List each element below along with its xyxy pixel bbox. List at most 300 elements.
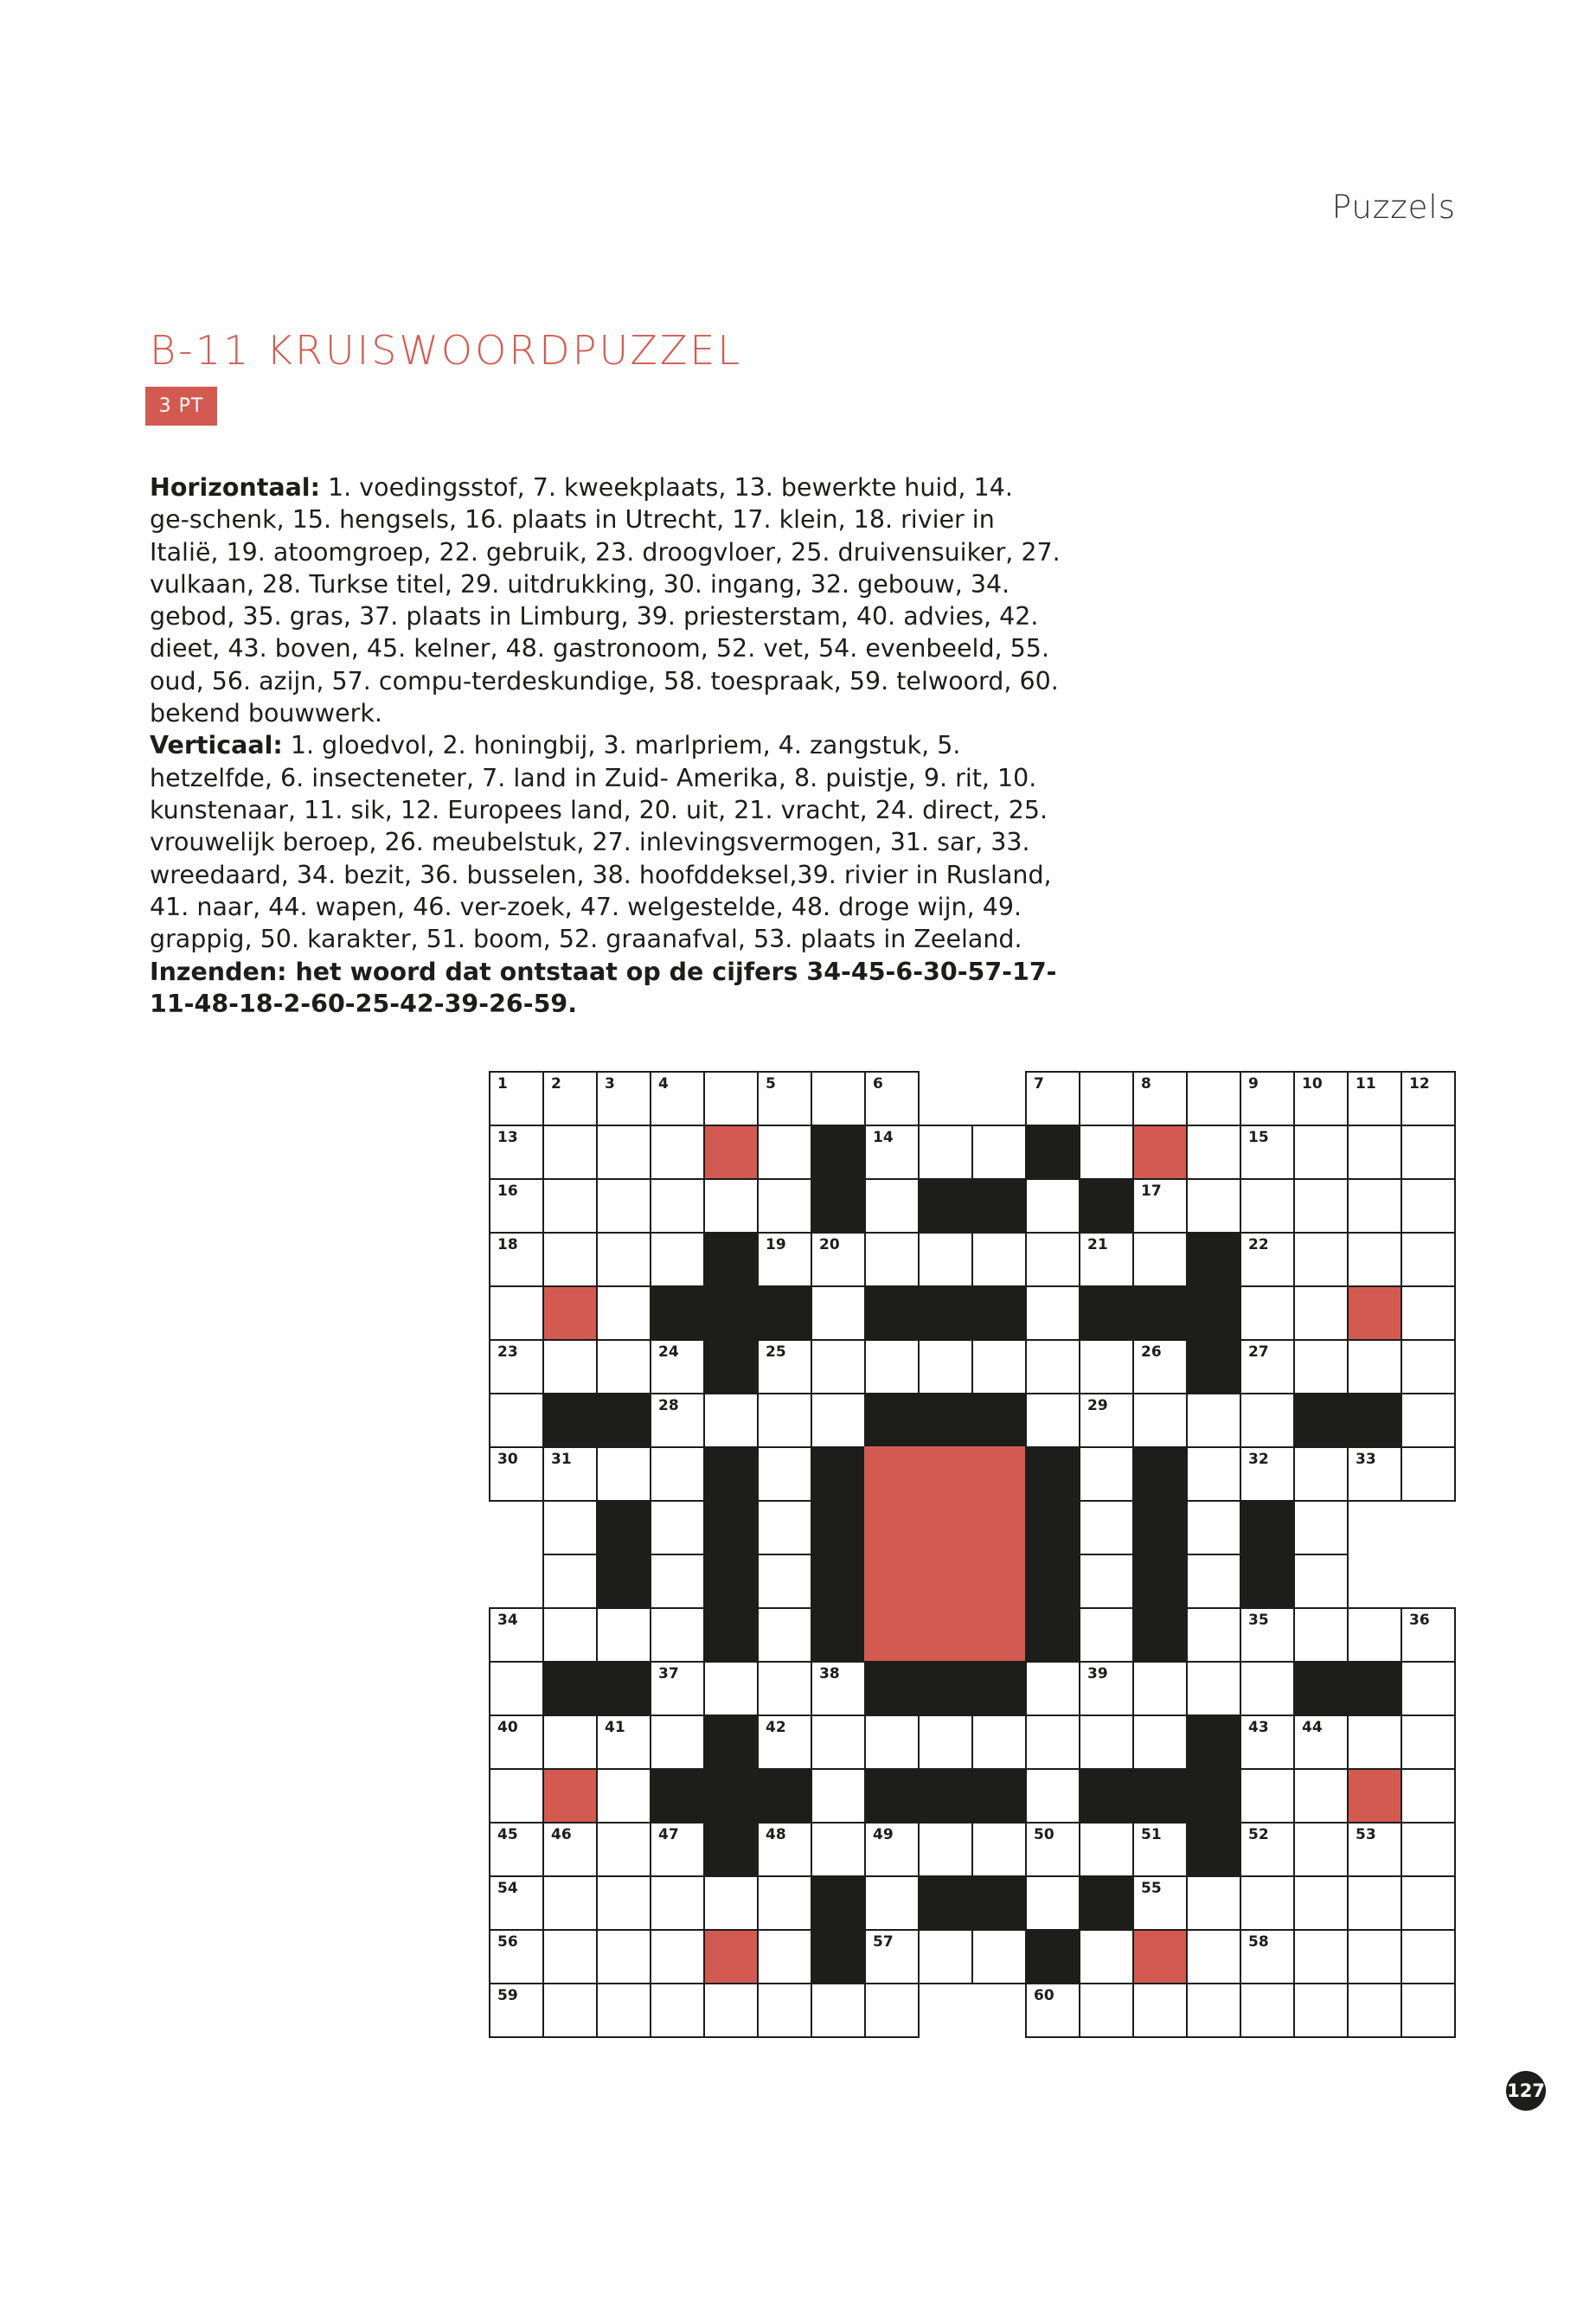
crossword-cell[interactable] — [757, 1500, 812, 1555]
crossword-black-cell — [971, 1393, 1027, 1448]
crossword-cell[interactable] — [757, 1125, 812, 1180]
crossword-cell[interactable] — [489, 1983, 544, 2038]
clue-number: 46 — [551, 1826, 572, 1843]
vertical-clues — [150, 729, 1067, 955]
crossword-cell[interactable] — [1401, 1178, 1456, 1234]
crossword-cell[interactable] — [650, 1875, 705, 1931]
crossword-black-cell — [1025, 1607, 1080, 1663]
clue-number: 16 — [497, 1183, 518, 1200]
crossword-black-cell — [918, 1875, 973, 1931]
crossword-cell[interactable] — [1186, 1875, 1241, 1931]
crossword-cell[interactable] — [542, 1822, 598, 1877]
crossword-cell[interactable] — [650, 1125, 705, 1180]
crossword-black-cell — [971, 1661, 1027, 1716]
clue-number: 3 — [605, 1075, 615, 1093]
crossword-cell[interactable] — [757, 1339, 812, 1394]
crossword-cell[interactable] — [1347, 1178, 1402, 1234]
crossword-cell[interactable] — [489, 1071, 544, 1126]
crossword-cell[interactable] — [1347, 1715, 1402, 1770]
crossword-cell[interactable] — [650, 1178, 705, 1234]
crossword-black-cell — [542, 1661, 598, 1716]
crossword-cell[interactable] — [596, 1178, 651, 1234]
crossword-cell[interactable] — [1293, 1071, 1349, 1126]
crossword-cell[interactable] — [1347, 1929, 1402, 1984]
crossword-cell[interactable] — [1079, 1822, 1134, 1877]
crossword-cell[interactable] — [1347, 1607, 1402, 1663]
crossword-cell[interactable] — [703, 1071, 759, 1126]
crossword-cell[interactable] — [703, 1983, 759, 2038]
crossword-cell[interactable] — [1079, 1232, 1134, 1287]
crossword-cell[interactable] — [1293, 1822, 1349, 1877]
crossword-cell[interactable] — [1401, 1715, 1456, 1770]
crossword-cell[interactable] — [1293, 1875, 1349, 1931]
crossword-cell[interactable] — [1293, 1768, 1349, 1823]
clue-number: 32 — [1248, 1451, 1269, 1468]
crossword-cell[interactable] — [1401, 1768, 1456, 1823]
crossword-cell[interactable] — [1025, 1661, 1080, 1716]
crossword-cell[interactable] — [811, 1768, 866, 1823]
crossword-cell[interactable] — [542, 1983, 598, 2038]
crossword-cell[interactable] — [489, 1875, 544, 1931]
crossword-black-cell — [1132, 1446, 1188, 1502]
crossword-cell[interactable] — [1240, 1875, 1295, 1931]
horizontal-label: Horizontaal: — [150, 473, 320, 502]
crossword-cell[interactable] — [1132, 1178, 1188, 1234]
crossword-cell[interactable] — [650, 1554, 705, 1609]
crossword-cell[interactable] — [811, 1232, 866, 1287]
crossword-black-cell — [971, 1768, 1027, 1823]
crossword-cell[interactable] — [1401, 1929, 1456, 1984]
crossword-cell[interactable] — [1347, 1875, 1402, 1931]
crossword-cell[interactable] — [596, 1929, 651, 1984]
crossword-cell[interactable] — [811, 1661, 866, 1716]
crossword-cell[interactable] — [650, 1983, 705, 2038]
crossword-cell[interactable] — [864, 1983, 920, 2038]
clue-number: 47 — [658, 1826, 679, 1843]
crossword-cell[interactable] — [1240, 1285, 1295, 1341]
crossword-cell[interactable] — [596, 1285, 651, 1341]
crossword-red-cell — [918, 1554, 973, 1609]
crossword-cell[interactable] — [489, 1661, 544, 1716]
crossword-cell[interactable] — [811, 1822, 866, 1877]
crossword-cell[interactable] — [1401, 1661, 1456, 1716]
crossword-cell[interactable] — [542, 1875, 598, 1931]
crossword-cell[interactable] — [1079, 1071, 1134, 1126]
crossword-cell[interactable] — [703, 1875, 759, 1931]
crossword-black-cell — [1186, 1822, 1241, 1877]
crossword-cell[interactable] — [1401, 1875, 1456, 1931]
crossword-cell[interactable] — [542, 1715, 598, 1770]
crossword-cell[interactable] — [542, 1339, 598, 1394]
crossword-cell[interactable] — [596, 1446, 651, 1502]
crossword-cell[interactable] — [864, 1178, 920, 1234]
crossword-cell[interactable] — [1347, 1983, 1402, 2038]
crossword-cell[interactable] — [650, 1393, 705, 1448]
crossword-black-cell — [1240, 1500, 1295, 1555]
crossword-black-cell — [1025, 1446, 1080, 1502]
crossword-black-cell — [703, 1285, 759, 1341]
crossword-black-cell — [971, 1178, 1027, 1234]
crossword-cell[interactable] — [1186, 1554, 1241, 1609]
crossword-cell[interactable] — [489, 1232, 544, 1287]
crossword-cell[interactable] — [489, 1768, 544, 1823]
crossword-cell[interactable] — [971, 1339, 1027, 1394]
crossword-red-cell — [971, 1500, 1027, 1555]
crossword-cell[interactable] — [1079, 1983, 1134, 2038]
crossword-cell[interactable] — [650, 1071, 705, 1126]
crossword-cell[interactable] — [1240, 1178, 1295, 1234]
crossword-cell[interactable] — [650, 1822, 705, 1877]
crossword-cell[interactable] — [1079, 1393, 1134, 1448]
crossword-cell[interactable] — [918, 1822, 973, 1877]
clue-number: 44 — [1302, 1719, 1323, 1736]
crossword-cell[interactable] — [864, 1715, 920, 1770]
crossword-cell[interactable] — [596, 1715, 651, 1770]
crossword-cell[interactable] — [1079, 1715, 1134, 1770]
crossword-cell[interactable] — [1240, 1607, 1295, 1663]
clue-number: 5 — [766, 1075, 776, 1093]
crossword-cell[interactable] — [489, 1125, 544, 1180]
crossword-red-cell — [918, 1500, 973, 1555]
crossword-black-cell — [864, 1393, 920, 1448]
crossword-black-cell — [1240, 1554, 1295, 1609]
crossword-cell[interactable] — [811, 1285, 866, 1341]
crossword-cell[interactable] — [757, 1446, 812, 1502]
crossword-cell[interactable] — [1025, 1232, 1080, 1287]
crossword-cell[interactable] — [542, 1232, 598, 1287]
clue-number: 10 — [1302, 1075, 1323, 1093]
crossword-cell[interactable] — [1186, 1983, 1241, 2038]
crossword-cell[interactable] — [1401, 1607, 1456, 1663]
crossword-cell[interactable] — [542, 1500, 598, 1555]
crossword-cell[interactable] — [650, 1500, 705, 1555]
clue-number: 30 — [497, 1451, 518, 1468]
crossword-cell[interactable] — [1293, 1232, 1349, 1287]
crossword-cell[interactable] — [864, 1071, 920, 1126]
crossword-cell[interactable] — [1079, 1661, 1134, 1716]
crossword-red-cell — [542, 1768, 598, 1823]
crossword-black-cell — [1132, 1500, 1188, 1555]
crossword-cell[interactable] — [1240, 1661, 1295, 1716]
crossword-cell[interactable] — [864, 1822, 920, 1877]
crossword-cell[interactable] — [1293, 1285, 1349, 1341]
crossword-cell[interactable] — [1401, 1285, 1456, 1341]
clue-number: 9 — [1248, 1075, 1259, 1093]
clue-number: 38 — [819, 1665, 840, 1682]
crossword-cell[interactable] — [542, 1178, 598, 1234]
crossword-cell[interactable] — [757, 1875, 812, 1931]
crossword-cell[interactable] — [650, 1607, 705, 1663]
crossword-cell[interactable] — [1025, 1875, 1080, 1931]
clue-number: 29 — [1087, 1397, 1108, 1414]
clues-block — [150, 471, 1067, 955]
crossword-cell[interactable] — [864, 1125, 920, 1180]
crossword-cell[interactable] — [650, 1232, 705, 1287]
crossword-black-cell — [650, 1768, 705, 1823]
crossword-cell[interactable] — [703, 1661, 759, 1716]
crossword-cell[interactable] — [811, 1983, 866, 2038]
crossword-cell[interactable] — [489, 1393, 544, 1448]
crossword-cell[interactable] — [1186, 1393, 1241, 1448]
crossword-cell[interactable] — [596, 1232, 651, 1287]
clue-number: 41 — [605, 1719, 625, 1736]
crossword-cell[interactable] — [757, 1983, 812, 2038]
crossword-cell[interactable] — [1240, 1339, 1295, 1394]
crossword-cell[interactable] — [757, 1554, 812, 1609]
crossword-cell[interactable] — [596, 1822, 651, 1877]
crossword-cell[interactable] — [811, 1715, 866, 1770]
clue-number: 13 — [497, 1129, 518, 1146]
clue-number: 25 — [766, 1343, 786, 1361]
crossword-cell[interactable] — [1132, 1715, 1188, 1770]
crossword-cell[interactable] — [1347, 1339, 1402, 1394]
crossword-cell[interactable] — [1240, 1929, 1295, 1984]
crossword-cell[interactable] — [757, 1607, 812, 1663]
crossword-cell[interactable] — [1293, 1178, 1349, 1234]
crossword-cell[interactable] — [650, 1446, 705, 1502]
crossword-cell[interactable] — [971, 1125, 1027, 1180]
crossword-cell[interactable] — [1025, 1178, 1080, 1234]
crossword-cell[interactable] — [1401, 1125, 1456, 1180]
horizontal-clues — [150, 471, 1067, 729]
crossword-cell[interactable] — [1240, 1983, 1295, 2038]
crossword-cell[interactable] — [596, 1607, 651, 1663]
crossword-cell[interactable] — [703, 1393, 759, 1448]
crossword-cell[interactable] — [1132, 1661, 1188, 1716]
crossword-cell[interactable] — [489, 1339, 544, 1394]
crossword-cell[interactable] — [1293, 1715, 1349, 1770]
crossword-cell[interactable] — [489, 1822, 544, 1877]
crossword-cell[interactable] — [489, 1929, 544, 1984]
crossword-cell[interactable] — [1186, 1446, 1241, 1502]
crossword-black-cell — [1347, 1661, 1402, 1716]
crossword-cell[interactable] — [918, 1929, 973, 1984]
clue-number: 55 — [1141, 1880, 1162, 1897]
crossword-cell[interactable] — [1079, 1607, 1134, 1663]
crossword-cell[interactable] — [1293, 1446, 1349, 1502]
crossword-cell[interactable] — [1293, 1929, 1349, 1984]
clue-number: 35 — [1248, 1612, 1269, 1629]
crossword-black-cell — [596, 1554, 651, 1609]
crossword-cell[interactable] — [864, 1232, 920, 1287]
crossword-cell[interactable] — [596, 1875, 651, 1931]
crossword-cell[interactable] — [1240, 1715, 1295, 1770]
crossword-cell[interactable] — [542, 1554, 598, 1609]
clue-number: 57 — [873, 1933, 894, 1951]
crossword-cell[interactable] — [703, 1178, 759, 1234]
crossword-cell[interactable] — [1025, 1339, 1080, 1394]
crossword-cell[interactable] — [811, 1339, 866, 1394]
crossword-black-cell — [1186, 1768, 1241, 1823]
crossword-cell[interactable] — [1240, 1768, 1295, 1823]
crossword-black-cell — [542, 1393, 598, 1448]
crossword-black-cell — [918, 1393, 973, 1448]
crossword-cell[interactable] — [489, 1178, 544, 1234]
crossword-cell[interactable] — [1132, 1232, 1188, 1287]
crossword-cell[interactable] — [596, 1071, 651, 1126]
crossword-cell[interactable] — [1293, 1125, 1349, 1180]
crossword-black-cell — [811, 1446, 866, 1502]
crossword-black-cell — [703, 1232, 759, 1287]
crossword-cell[interactable] — [542, 1071, 598, 1126]
crossword-cell[interactable] — [1293, 1607, 1349, 1663]
crossword-black-cell — [1079, 1285, 1134, 1341]
crossword-cell[interactable] — [918, 1339, 973, 1394]
crossword-black-cell — [1079, 1768, 1134, 1823]
crossword-black-cell — [811, 1554, 866, 1609]
crossword-cell[interactable] — [489, 1715, 544, 1770]
crossword-cell[interactable] — [757, 1232, 812, 1287]
clue-number: 2 — [551, 1075, 561, 1093]
crossword-cell[interactable] — [596, 1339, 651, 1394]
clue-number: 6 — [873, 1075, 883, 1093]
crossword-cell[interactable] — [489, 1446, 544, 1502]
crossword-cell[interactable] — [1025, 1983, 1080, 2038]
crossword-cell[interactable] — [864, 1929, 920, 1984]
clue-number: 58 — [1248, 1933, 1269, 1951]
crossword-red-cell — [971, 1446, 1027, 1502]
crossword-black-cell — [757, 1285, 812, 1341]
crossword-cell[interactable] — [811, 1071, 866, 1126]
crossword-cell[interactable] — [1079, 1339, 1134, 1394]
crossword-cell[interactable] — [1401, 1446, 1456, 1502]
crossword-black-cell — [811, 1125, 866, 1180]
horizontal-clues-text: 1. voedingsstof, 7. kweekplaats, 13. bewerkte huid, 14. ge-schenk, 15. hengsels, 16. plaats in Utrecht, 17. klein, 18. rivier in Italië, 19. atoomgroep, 22. gebruik, 23. droogvloer, 25. druivensuiker, 27. vulkaan, 28. Turkse titel, 29. uitdrukking, 30. ingang, 32. gebouw, 34. gebod, 35. gras, 37. plaats in Limburg, 39. priesterstam, 40. advies, 42. dieet, 43. boven, 45. kelner, 48. gastronoom, 52. vet, 54. evenbeeld, 55. oud, 56. azijn, 57. compu-terdeskundige, 58. toespraak, 59. telwoord, 60. bekend bouwwerk. — [150, 473, 1061, 728]
crossword-cell[interactable] — [1025, 1715, 1080, 1770]
clue-number: 42 — [766, 1719, 786, 1736]
crossword-cell[interactable] — [542, 1446, 598, 1502]
crossword-cell[interactable] — [864, 1875, 920, 1931]
crossword-cell[interactable] — [757, 1393, 812, 1448]
crossword-cell[interactable] — [1079, 1554, 1134, 1609]
crossword-cell[interactable] — [757, 1071, 812, 1126]
clue-number: 53 — [1356, 1826, 1376, 1843]
crossword-red-cell — [1132, 1929, 1188, 1984]
clue-number: 33 — [1356, 1451, 1376, 1468]
crossword-cell[interactable] — [811, 1393, 866, 1448]
crossword-cell[interactable] — [1132, 1339, 1188, 1394]
crossword-cell[interactable] — [1132, 1822, 1188, 1877]
crossword-cell[interactable] — [1240, 1446, 1295, 1502]
crossword-cell[interactable] — [1240, 1071, 1295, 1126]
crossword-black-cell — [1186, 1285, 1241, 1341]
crossword-cell[interactable] — [1025, 1822, 1080, 1877]
crossword-cell[interactable] — [971, 1715, 1027, 1770]
crossword-cell[interactable] — [542, 1929, 598, 1984]
crossword-cell[interactable] — [1186, 1661, 1241, 1716]
clue-number: 15 — [1248, 1129, 1269, 1146]
crossword-cell[interactable] — [1240, 1125, 1295, 1180]
crossword-cell[interactable] — [1079, 1125, 1134, 1180]
clue-number: 49 — [873, 1826, 894, 1843]
crossword-cell[interactable] — [918, 1232, 973, 1287]
crossword-cell[interactable] — [650, 1339, 705, 1394]
crossword-cell[interactable] — [1347, 1822, 1402, 1877]
crossword-cell[interactable] — [757, 1822, 812, 1877]
crossword-red-cell — [864, 1500, 920, 1555]
crossword-cell[interactable] — [1025, 1071, 1080, 1126]
crossword-cell[interactable] — [1293, 1500, 1349, 1555]
crossword-cell[interactable] — [489, 1285, 544, 1341]
crossword-cell[interactable] — [1347, 1125, 1402, 1180]
crossword-cell[interactable] — [1079, 1929, 1134, 1984]
crossword-cell[interactable] — [1293, 1339, 1349, 1394]
crossword-cell[interactable] — [1401, 1822, 1456, 1877]
crossword-cell[interactable] — [1347, 1232, 1402, 1287]
crossword-cell[interactable] — [1401, 1983, 1456, 2038]
crossword-cell[interactable] — [1132, 1875, 1188, 1931]
crossword-cell[interactable] — [542, 1125, 598, 1180]
clue-number: 52 — [1248, 1826, 1269, 1843]
crossword-cell[interactable] — [489, 1607, 544, 1663]
crossword-cell[interactable] — [757, 1929, 812, 1984]
crossword-cell[interactable] — [757, 1715, 812, 1770]
crossword-black-cell — [1025, 1554, 1080, 1609]
crossword-cell[interactable] — [650, 1661, 705, 1716]
crossword-cell[interactable] — [1186, 1607, 1241, 1663]
clue-number: 7 — [1034, 1075, 1044, 1093]
crossword-red-cell — [703, 1929, 759, 1984]
crossword-cell[interactable] — [650, 1929, 705, 1984]
crossword-cell[interactable] — [918, 1125, 973, 1180]
crossword-cell[interactable] — [1240, 1822, 1295, 1877]
crossword-cell[interactable] — [1401, 1393, 1456, 1448]
crossword-cell[interactable] — [918, 1715, 973, 1770]
crossword-cell[interactable] — [596, 1768, 651, 1823]
clue-number: 27 — [1248, 1343, 1269, 1361]
crossword-cell[interactable] — [1401, 1071, 1456, 1126]
crossword-black-cell — [596, 1500, 651, 1555]
crossword-cell[interactable] — [864, 1339, 920, 1394]
crossword-cell[interactable] — [1186, 1071, 1241, 1126]
crossword-cell[interactable] — [971, 1929, 1027, 1984]
crossword-cell[interactable] — [1401, 1339, 1456, 1394]
crossword-cell[interactable] — [1186, 1929, 1241, 1984]
crossword-black-cell — [811, 1607, 866, 1663]
crossword-cell[interactable] — [757, 1661, 812, 1716]
crossword-cell[interactable] — [1293, 1983, 1349, 2038]
crossword-cell[interactable] — [596, 1125, 651, 1180]
clue-number: 23 — [497, 1343, 518, 1361]
crossword-cell[interactable] — [1132, 1983, 1188, 2038]
crossword-black-cell — [703, 1500, 759, 1555]
crossword-cell[interactable] — [1347, 1071, 1402, 1126]
crossword-cell[interactable] — [757, 1178, 812, 1234]
crossword-cell[interactable] — [650, 1715, 705, 1770]
crossword-cell[interactable] — [1401, 1232, 1456, 1287]
crossword-cell[interactable] — [1079, 1500, 1134, 1555]
crossword-black-cell — [864, 1285, 920, 1341]
crossword-cell[interactable] — [1186, 1500, 1241, 1555]
crossword-cell[interactable] — [971, 1822, 1027, 1877]
crossword-cell[interactable] — [542, 1607, 598, 1663]
crossword-cell[interactable] — [1347, 1446, 1402, 1502]
crossword-cell[interactable] — [1025, 1393, 1080, 1448]
crossword-cell[interactable] — [1025, 1285, 1080, 1341]
crossword-cell[interactable] — [1132, 1393, 1188, 1448]
crossword-cell[interactable] — [1240, 1232, 1295, 1287]
crossword-cell[interactable] — [1186, 1178, 1241, 1234]
crossword-cell[interactable] — [1186, 1125, 1241, 1180]
crossword-cell[interactable] — [1025, 1768, 1080, 1823]
crossword-cell[interactable] — [596, 1983, 651, 2038]
crossword-cell[interactable] — [971, 1232, 1027, 1287]
crossword-cell[interactable] — [1240, 1393, 1295, 1448]
crossword-cell[interactable] — [1293, 1554, 1349, 1609]
crossword-cell[interactable] — [1079, 1446, 1134, 1502]
vertical-label: Verticaal: — [150, 731, 283, 760]
crossword-cell[interactable] — [1132, 1071, 1188, 1126]
